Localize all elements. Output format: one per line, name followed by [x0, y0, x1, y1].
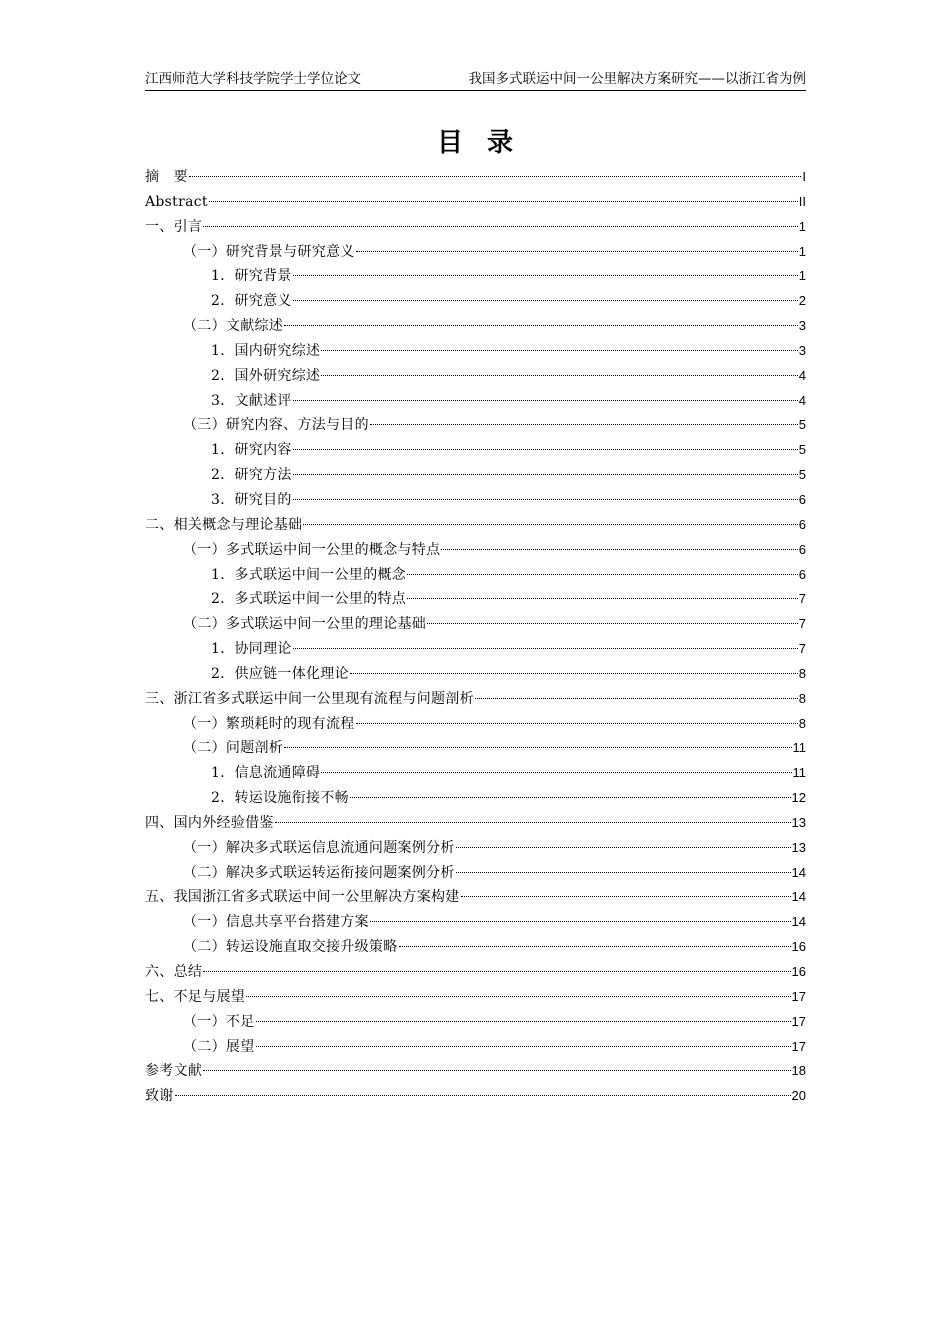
toc-entry-label: 3．研究目的: [211, 491, 292, 508]
toc-entry-label: 1．研究背景: [211, 268, 292, 285]
toc-entry-page-number: 1: [798, 218, 806, 234]
toc-entry[interactable]: [145, 1035, 806, 1060]
toc-entry-page-number: 3: [798, 342, 806, 358]
toc-entry[interactable]: [145, 488, 806, 513]
toc-entry-label: 1．研究内容: [211, 442, 292, 459]
toc-dot-leader: [456, 847, 791, 848]
toc-entry-page-number: 14: [791, 889, 806, 905]
toc-entry-label: （二）转运设施直取交接升级策略: [183, 939, 398, 956]
toc-dot-leader: [293, 474, 798, 475]
toc-entry[interactable]: [145, 612, 806, 637]
toc-entry-label: 四、国内外经验借鉴: [145, 814, 274, 831]
toc-entry-page-number: 13: [791, 814, 806, 830]
toc-entry-label: 2．研究方法: [211, 467, 292, 484]
toc-entry[interactable]: [145, 885, 806, 910]
toc-entry-page-number: 6: [798, 566, 806, 582]
toc-entry-page-number: 17: [791, 988, 806, 1004]
toc-entry-page-number: 3: [798, 318, 806, 334]
table-of-contents: [145, 165, 806, 1109]
toc-entry[interactable]: [145, 463, 806, 488]
toc-entry-page-number: 16: [791, 964, 806, 979]
toc-entry-page-number: 11: [792, 765, 806, 781]
toc-entry[interactable]: [145, 538, 806, 563]
toc-entry-label: 六、总结: [145, 964, 203, 980]
toc-dot-leader: [399, 946, 791, 947]
toc-entry[interactable]: [145, 985, 806, 1010]
toc-dot-leader: [284, 747, 791, 748]
toc-dot-leader: [203, 226, 798, 227]
toc-dot-leader: [407, 598, 798, 599]
toc-entry-page-number: 6: [798, 516, 806, 532]
toc-entry[interactable]: [145, 1084, 806, 1109]
toc-dot-leader: [293, 275, 798, 276]
toc-dot-leader: [350, 797, 791, 798]
page-header: [145, 70, 806, 91]
toc-entry-page-number: 4: [798, 367, 806, 383]
toc-dot-leader: [189, 176, 801, 177]
toc-entry-label: （二）展望: [183, 1038, 255, 1055]
toc-entry[interactable]: [145, 687, 806, 712]
toc-entry[interactable]: [145, 662, 806, 687]
toc-entry-page-number: 4: [798, 392, 806, 408]
toc-entry-label: （二）多式联运中间一公里的理论基础: [183, 616, 427, 633]
toc-entry-label: 1．协同理论: [211, 641, 292, 658]
toc-entry[interactable]: [145, 240, 806, 265]
toc-entry[interactable]: [145, 563, 806, 588]
toc-entry-page-number: 7: [798, 591, 806, 607]
toc-entry-page-number: 5: [798, 417, 806, 433]
toc-entry-label: 2．研究意义: [211, 293, 292, 310]
toc-entry-page-number: 7: [798, 616, 806, 632]
toc-entry[interactable]: [145, 736, 806, 761]
toc-dot-leader: [293, 400, 798, 401]
toc-dot-leader: [407, 574, 798, 575]
header-left-text: 江西师范大学科技学院学士学位论文: [145, 71, 361, 87]
toc-entry[interactable]: [145, 289, 806, 314]
toc-entry-label: （三）研究内容、方法与目的: [183, 417, 369, 434]
toc-entry-page-number: 2: [798, 293, 806, 309]
toc-entry-page-number: 1: [798, 268, 806, 284]
toc-dot-leader: [356, 723, 798, 724]
page-title: 目录: [436, 128, 537, 158]
toc-entry[interactable]: [145, 513, 806, 538]
toc-entry-label: 2．供应链一体化理论: [211, 665, 349, 682]
toc-entry-label: 1．多式联运中间一公里的概念: [211, 566, 407, 583]
toc-dot-leader: [321, 350, 797, 351]
toc-entry-page-number: 5: [798, 467, 806, 483]
toc-entry-page-number: 14: [791, 914, 806, 930]
toc-entry-page-number: 8: [798, 715, 806, 731]
toc-entry[interactable]: [145, 339, 806, 364]
toc-entry-page-number: 11: [792, 740, 806, 756]
toc-entry[interactable]: [145, 712, 806, 737]
toc-entry[interactable]: [145, 637, 806, 662]
toc-dot-leader: [370, 424, 798, 425]
toc-entry-page-number: 17: [791, 1038, 806, 1054]
toc-dot-leader: [275, 822, 791, 823]
toc-entry-page-number: I: [802, 169, 806, 184]
toc-dot-leader: [321, 375, 797, 376]
toc-dot-leader: [356, 251, 798, 252]
toc-entry[interactable]: [145, 389, 806, 414]
toc-entry[interactable]: [145, 836, 806, 861]
toc-entry-label: 1．信息流通障碍: [211, 765, 321, 782]
toc-entry-page-number: 13: [791, 839, 806, 855]
toc-dot-leader: [246, 996, 790, 997]
toc-entry[interactable]: [145, 314, 806, 339]
toc-entry-label: （一）繁琐耗时的现有流程: [183, 715, 355, 732]
toc-entry-label: 致谢: [145, 1088, 174, 1105]
toc-entry[interactable]: [145, 587, 806, 612]
toc-entry-page-number: II: [798, 193, 806, 209]
toc-dot-leader: [175, 1095, 791, 1096]
toc-entry[interactable]: [145, 1059, 806, 1084]
toc-dot-leader: [203, 971, 790, 972]
toc-entry-page-number: 1: [798, 243, 806, 259]
toc-dot-leader: [293, 449, 798, 450]
toc-entry-label: 五、我国浙江省多式联运中间一公里解决方案构建: [145, 889, 460, 906]
toc-dot-leader: [427, 623, 798, 624]
toc-entry-page-number: 5: [798, 442, 806, 458]
toc-dot-leader: [350, 673, 798, 674]
header-right-text: 我国多式联运中间一公里解决方案研究——以浙江省为例: [468, 71, 806, 87]
toc-entry-label: 一、引言: [145, 218, 203, 235]
toc-entry-label: 三、浙江省多式联运中间一公里现有流程与问题剖析: [145, 690, 474, 707]
toc-entry-label: 2．多式联运中间一公里的特点: [211, 591, 407, 608]
toc-dot-leader: [293, 648, 798, 649]
toc-entry-label: 3．文献述评: [211, 392, 292, 409]
toc-entry[interactable]: [145, 761, 806, 786]
toc-entry-page-number: 17: [791, 1013, 806, 1029]
toc-entry-page-number: 14: [791, 864, 806, 880]
toc-entry-page-number: 6: [798, 541, 806, 557]
toc-entry[interactable]: [145, 910, 806, 935]
toc-entry-label: 摘 要: [145, 169, 188, 185]
toc-entry-label: Abstract: [145, 193, 208, 210]
toc-entry[interactable]: [145, 1010, 806, 1035]
toc-entry-label: 2．国外研究综述: [211, 367, 321, 384]
toc-dot-leader: [203, 1070, 790, 1071]
toc-dot-leader: [441, 549, 797, 550]
toc-entry[interactable]: [145, 438, 806, 463]
toc-dot-leader: [321, 772, 791, 773]
toc-entry-page-number: 16: [791, 939, 806, 955]
toc-entry-label: 七、不足与展望: [145, 988, 246, 1005]
toc-entry[interactable]: [145, 935, 806, 960]
toc-entry-page-number: 7: [798, 641, 806, 657]
toc-dot-leader: [303, 524, 797, 525]
toc-dot-leader: [456, 872, 791, 873]
toc-entry-page-number: 12: [791, 790, 806, 806]
toc-entry[interactable]: [145, 413, 806, 438]
toc-entry-label: （一）研究背景与研究意义: [183, 243, 355, 260]
toc-dot-leader: [475, 698, 798, 699]
toc-dot-leader: [370, 921, 791, 922]
toc-entry[interactable]: [145, 165, 806, 190]
toc-dot-leader: [293, 499, 798, 500]
toc-entry-page-number: 8: [798, 665, 806, 681]
toc-entry-label: （一）解决多式联运信息流通问题案例分析: [183, 839, 455, 856]
toc-entry[interactable]: [145, 264, 806, 289]
toc-dot-leader: [209, 201, 798, 202]
toc-entry[interactable]: [145, 811, 806, 836]
toc-entry[interactable]: [145, 960, 806, 985]
toc-entry-label: （二）文献综述: [183, 318, 284, 335]
toc-entry-label: （一）多式联运中间一公里的概念与特点: [183, 541, 441, 558]
toc-dot-leader: [256, 1046, 791, 1047]
toc-entry-label: （一）不足: [183, 1013, 255, 1030]
toc-entry[interactable]: [145, 215, 806, 240]
toc-entry-label: （一）信息共享平台搭建方案: [183, 914, 369, 931]
toc-entry-page-number: 8: [798, 690, 806, 706]
toc-entry[interactable]: [145, 861, 806, 886]
toc-entry-label: 参考文献: [145, 1063, 203, 1080]
toc-entry-label: 二、相关概念与理论基础: [145, 516, 303, 533]
toc-entry-page-number: 20: [791, 1088, 806, 1104]
toc-entry-label: （二）问题剖析: [183, 740, 284, 757]
toc-entry[interactable]: [145, 364, 806, 389]
toc-entry[interactable]: [145, 786, 806, 811]
toc-entry-label: 2．转运设施衔接不畅: [211, 790, 349, 807]
toc-entry-label: （二）解决多式联运转运衔接问题案例分析: [183, 864, 455, 881]
toc-entry-page-number: 18: [791, 1063, 806, 1079]
toc-dot-leader: [461, 896, 791, 897]
toc-entry[interactable]: [145, 190, 806, 215]
toc-entry-page-number: 6: [798, 491, 806, 507]
toc-dot-leader: [256, 1021, 791, 1022]
toc-entry-label: 1．国内研究综述: [211, 342, 321, 359]
toc-dot-leader: [284, 325, 798, 326]
toc-dot-leader: [293, 300, 798, 301]
